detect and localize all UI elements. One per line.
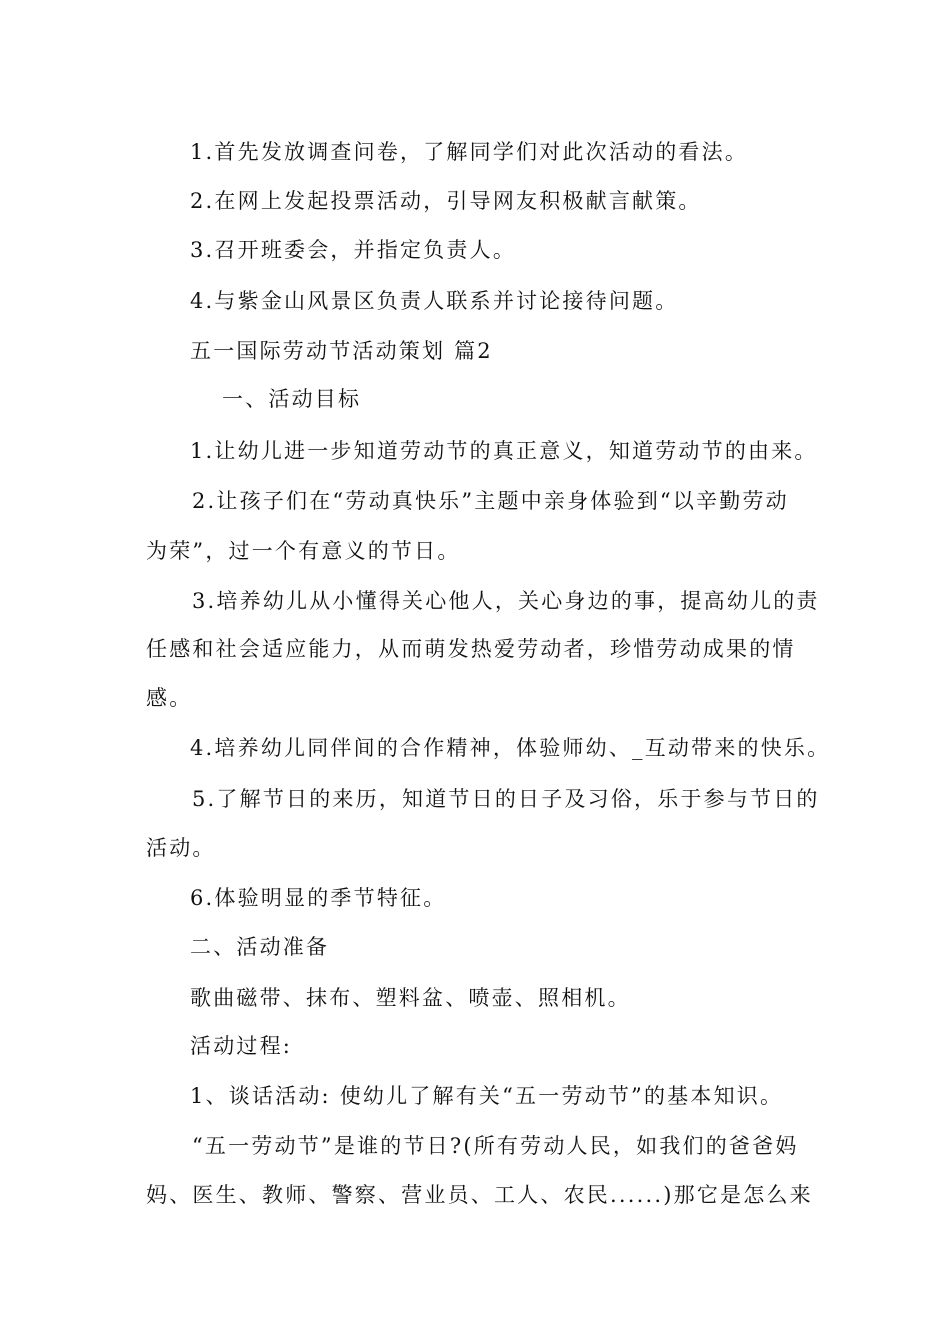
goal-6: 6.体验明显的季节特征。 — [190, 886, 447, 910]
goal-5-line-2: 活动。 — [146, 836, 216, 860]
step-3-meeting: 3.召开班委会，并指定负责人。 — [190, 238, 517, 262]
step-2-vote: 2.在网上发起投票活动，引导网友积极献言献策。 — [190, 189, 702, 213]
heading-activity-goals: 一、活动目标 — [222, 387, 362, 411]
process-step-1: 1、谈话活动: 使幼儿了解有关“五一劳动节”的基本知识。 — [190, 1084, 784, 1108]
step-4-contact: 4.与紫金山风景区负责人联系并讨论接待问题。 — [190, 289, 679, 313]
goal-2-line-1: 2.让孩子们在“劳动真快乐”主题中亲身体验到“以辛勤劳动 — [192, 489, 789, 513]
heading-activity-preparation: 二、活动准备 — [190, 935, 330, 959]
step-1-survey: 1.首先发放调查问卷，了解同学们对此次活动的看法。 — [190, 140, 749, 164]
process-question-line-2: 妈、医生、教师、警察、营业员、工人、农民......)那它是怎么来 — [146, 1183, 813, 1207]
goal-3-line-1: 3.培养幼儿从小懂得关心他人，关心身边的事，提高幼儿的责 — [192, 589, 820, 613]
goal-5-line-1: 5.了解节日的来历，知道节日的日子及习俗，乐于参与节日的 — [192, 787, 820, 811]
goal-3-line-2: 任感和社会适应能力，从而萌发热爱劳动者，珍惜劳动成果的情 — [146, 637, 796, 661]
goal-2-line-2: 为荣”，过一个有意义的节日。 — [146, 539, 461, 563]
goal-4: 4.培养幼儿同伴间的合作精神，体验师幼、_互动带来的快乐。 — [190, 736, 831, 760]
goal-1: 1.让幼儿进一步知道劳动节的真正意义，知道劳动节的由来。 — [190, 439, 818, 463]
preparation-materials: 歌曲磁带、抹布、塑料盆、喷壶、照相机。 — [190, 986, 631, 1010]
goal-3-line-3: 感。 — [146, 686, 193, 710]
section-title-part-2: 五一国际劳动节活动策划 篇2 — [190, 339, 493, 363]
heading-activity-process: 活动过程: — [190, 1034, 293, 1058]
process-question-line-1: “五一劳动节”是谁的节日?(所有劳动人民，如我们的爸爸妈 — [192, 1134, 799, 1158]
